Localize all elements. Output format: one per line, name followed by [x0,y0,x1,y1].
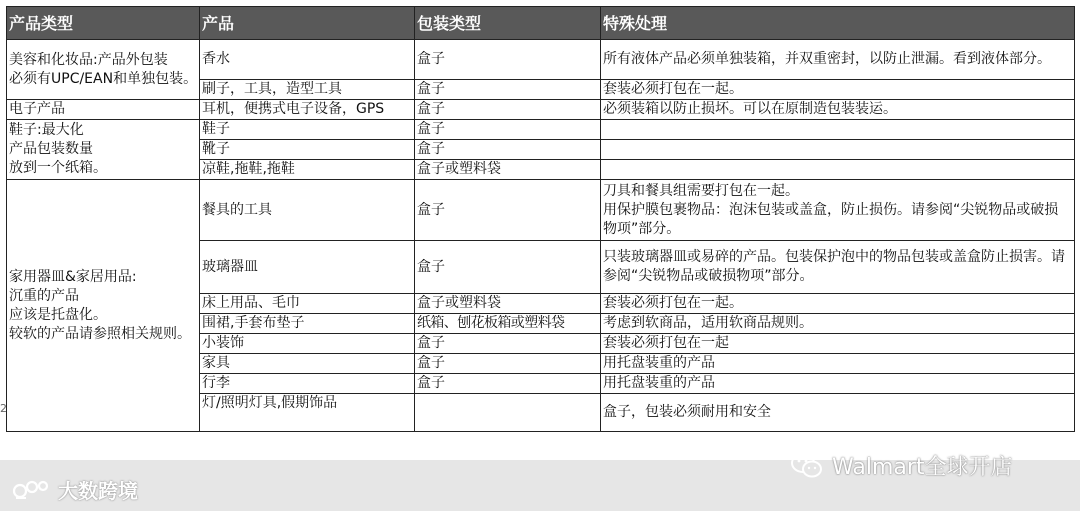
packaging-cell: 盒子 [415,241,601,294]
category-electronics: 电子产品 [7,100,200,120]
category-home: 家用器皿&家居用品: 沉重的产品 应该是托盘化。 较软的产品请参照相关规则。 [7,180,200,432]
handling-cell: 套装必须打包在一起。 [601,80,1075,100]
header-product: 产品 [200,7,415,40]
product-cell: 凉鞋,拖鞋,拖鞋 [200,160,415,180]
product-cell: 刷子，工具，造型工具 [200,80,415,100]
dashuju-logo-icon [12,478,52,502]
product-cell: 小装饰 [200,334,415,354]
handling-line: 刀具和餐具组需要打包在一起。 [603,182,799,199]
packaging-cell: 盒子 [415,80,601,100]
handling-cell: 盒子，包装必须耐用和安全 [601,394,1075,432]
header-handling: 特殊处理 [601,7,1075,40]
product-cell: 床上用品、毛巾 [200,294,415,314]
handling-cell [601,160,1075,180]
handling-cell: 用托盘装重的产品 [601,354,1075,374]
handling-cell: 用托盘装重的产品 [601,374,1075,394]
product-cell: 餐具的工具 [200,180,415,241]
handling-cell: 只装玻璃器皿或易碎的产品。包装保护泡中的物品包装或盖盒防止损害。请参阅“尖锐物品或破损物项”部分。 [601,241,1075,294]
packaging-cell: 盒子 [415,374,601,394]
product-cell: 靴子 [200,140,415,160]
product-cell: 围裙,手套布垫子 [200,314,415,334]
product-cell: 玻璃器皿 [200,241,415,294]
table-row [7,180,1075,241]
packaging-cell: 盒子或塑料袋 [415,294,601,314]
product-cell: 香水 [200,40,415,80]
handling-cell: 套装必须打包在一起 [601,334,1075,354]
product-cell: 行李 [200,374,415,394]
handling-cell [601,180,1075,241]
packaging-table [6,6,1075,432]
watermark-left-text: 大数跨境 [58,479,138,503]
header-packaging: 包装类型 [415,7,601,40]
packaging-cell: 盒子 [415,354,601,374]
handling-cell: 必须装箱以防止损坏。可以在原制造包装装运。 [601,100,1075,120]
packaging-cell: 纸箱、刨花板箱或塑料袋 [415,314,601,334]
table-row [7,120,1075,140]
packaging-cell: 盒子 [415,40,601,80]
packaging-cell: 盒子 [415,334,601,354]
watermark-right-text: Walmart全球开店 [832,455,1013,480]
table-row [7,40,1075,80]
packaging-cell: 盒子 [415,120,601,140]
packaging-cell: 盒子或塑料袋 [415,160,601,180]
product-cell: 灯/照明灯具,假期饰品 [200,394,415,432]
category-shoes: 鞋子:最大化 产品包装数量 放到一个纸箱。 [7,120,200,180]
watermark-left [12,475,138,504]
handling-line: 用保护膜包裹物品：泡沫包装或盖盒，防止损伤。请参阅“尖锐物品或破损物项”部分。 [603,201,1059,237]
packaging-cell: 盒子 [415,100,601,120]
handling-cell: 考虑到软商品，适用软商品规则。 [601,314,1075,334]
product-cell: 家具 [200,354,415,374]
handling-cell [601,120,1075,140]
wechat-icon [790,452,824,480]
packaging-cell [415,394,601,432]
header-category: 产品类型 [7,7,200,40]
page-number: 2 [0,402,7,415]
handling-cell [601,140,1075,160]
product-cell: 鞋子 [200,120,415,140]
packaging-cell: 盒子 [415,180,601,241]
handling-cell: 套装必须打包在一起。 [601,294,1075,314]
table-header-row [7,7,1075,40]
product-cell: 耳机，便携式电子设备，GPS [200,100,415,120]
packaging-cell: 盒子 [415,140,601,160]
table-row [7,100,1075,120]
category-beauty: 美容和化妆品:产品外包装 必须有UPC/EAN和单独包装。 [7,40,200,100]
watermark-right [790,450,1013,481]
handling-cell: 所有液体产品必须单独装箱，并双重密封，以防止泄漏。看到液体部分。 [601,40,1075,80]
